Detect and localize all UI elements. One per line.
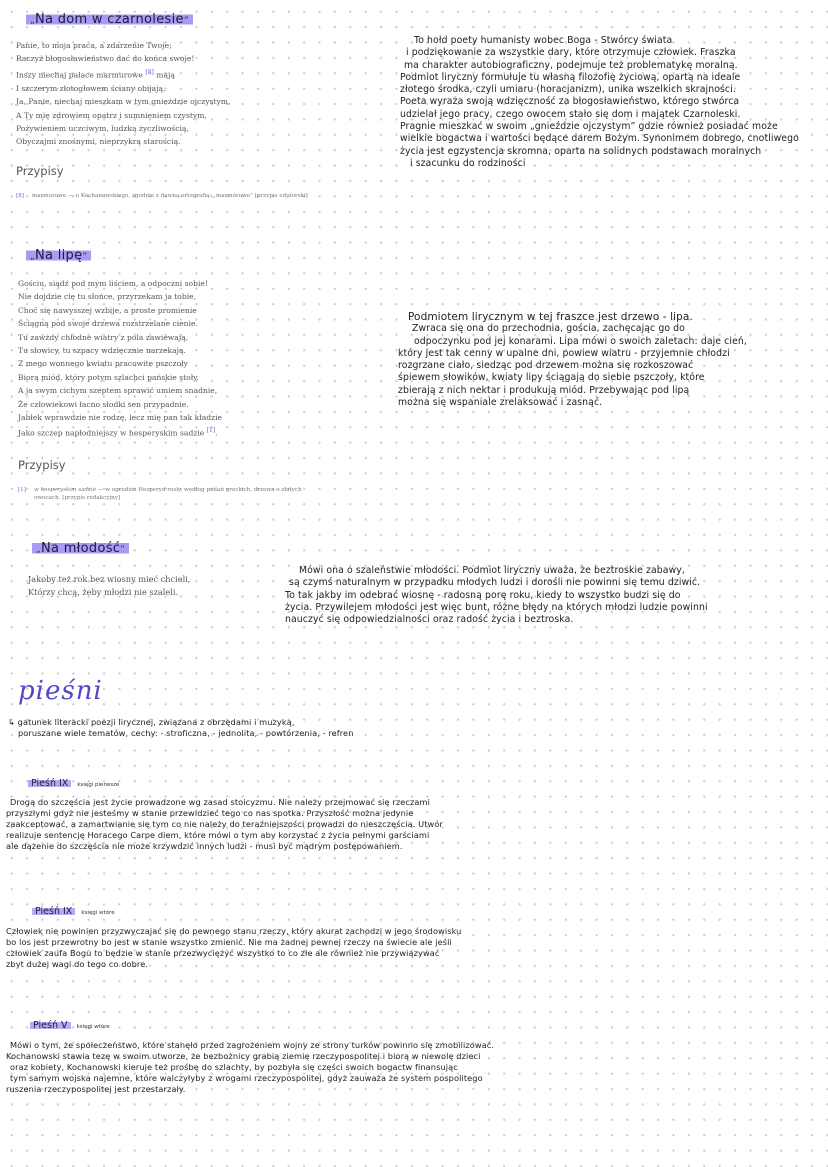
poem-line: Że człowiekowi łacno słodki sen przypadnie.	[18, 399, 189, 409]
note-line: przyszłymi gdyż nie jesteśmy w stanie przewidzieć tego co nas spotka. Przyszłość można jedynie	[6, 808, 414, 818]
poem-line: Tu słowicy, tu szpacy wdzięcznie narzekają.	[18, 346, 186, 356]
note-line: ale dążenie do szczęścia nie może krzywdzić innych ludzi - musi być mądrym postępowaniem.	[6, 841, 403, 851]
notes-lipa	[398, 311, 747, 409]
poem-line-text: Inszy niechaj pałace marmurowe	[16, 70, 143, 80]
poem-line: Nie dojdzie cię tu słońce, przyrzekam ja tobie,	[18, 292, 197, 302]
footnote-number[interactable]: [1]	[18, 487, 26, 493]
piesni-heading: pieśni	[18, 676, 103, 706]
poem-line: A Ty mię zdrowiem opatrz i sumnieniem czystym,	[16, 110, 207, 120]
footnote-row	[16, 192, 308, 200]
title-text: Na dom w czarnolesie	[34, 12, 184, 27]
open-quote: „	[36, 545, 41, 555]
poem-line: Ja, Panie, niechaj mieszkam w tym gnieździe ojczystym,	[16, 97, 231, 107]
poem-line: Tu zawżdy chłodne wiatry z pola zawiewają,	[18, 332, 189, 342]
section-title-mlodosc	[32, 537, 129, 557]
note-line: rozgrzane ciało, siedząc pod drzewem można się rozkoszować	[398, 360, 694, 372]
poem-line: Panie, to moja praca, a zdarzenie Twoje;	[16, 41, 172, 50]
poem-mlodosc	[28, 573, 190, 599]
footnote-text: owocach. [przypis redakcyjny]	[34, 495, 121, 501]
note-line: Kochanowski stawia tezę w swoim utworze, że bezbożnicy grabią ziemię rzeczypospolitej i biorą w niewolę dzieci	[6, 1051, 481, 1061]
przypisy-heading: Przypisy	[18, 458, 66, 472]
piesn-title-ix-2	[32, 899, 115, 918]
footnote-text: — w ogrodzie Hesperyd rosły, według podań greckich, drzewa o złotych	[96, 487, 302, 493]
footnote-link[interactable]: [8]	[145, 68, 154, 76]
przypisy-heading: Przypisy	[16, 164, 64, 178]
note-line: Mówi o tym, że społeczeństwo, które stanęło przed zagrożeniem wojny ze strony turków powinno się zmobilizować.	[10, 1040, 495, 1050]
note-line: Człowiek nie powinien przyzwyczajać się do pewnego stanu rzeczy, który akurat zachodzi w jego środowisku	[6, 926, 462, 936]
notes-piesn-ix-2	[6, 926, 461, 970]
note-line: zaakceptować, a zamartwianie się tym co nie należy do teraźniejszości prowadzi do nieszczęścia. Utwór	[6, 819, 443, 829]
piesn-title: Pieśń IX	[28, 778, 71, 789]
note-line: życia jest egzystencja skromna, oparta na solidnych podstawach moralnych	[400, 145, 762, 157]
note-line: zbierają z nich nektar i produkują miód. Przebywając pod lipą	[398, 384, 690, 396]
poem-line: Biorą miód, który potym szlachci pańskie stoły.	[18, 372, 199, 382]
note-line: ↳ gatunek literacki poezji lirycznej, związana z obrzędami i muzyką,	[8, 717, 295, 727]
note-line: To hołd poety humanisty wobec Boga - Stwórcy świata	[414, 35, 673, 46]
note-line: Poeta wyraża swoją wdzięczność za błogosławieństwo, którego stwórca	[400, 96, 740, 108]
footnote-number[interactable]: [8]	[16, 193, 24, 199]
poem-line: Którzy chcą, żeby młodzi nie szaleli.	[28, 587, 179, 597]
piesn-title: Pieśń V	[30, 1020, 71, 1031]
section-title-lipa	[26, 244, 91, 264]
open-quote: „	[30, 16, 35, 26]
poem-line: Gościu, siądź pod mym liściem, a odpoczni sobie!	[18, 279, 208, 288]
close-quote: ”	[183, 16, 189, 26]
title-text: Na młodość	[40, 541, 121, 556]
poem-line: Choć się nawysszej wzbije, a proste promienie	[18, 305, 197, 315]
note-line: który jest tak cenny w upalne dni, powiew wiatru - przyjemnie chłodzi	[398, 347, 730, 359]
poem-line: Obyczajmi znośnymi, nieprzykrą starością.	[16, 137, 181, 147]
note-line: ma charakter autobiograficzny, podejmuje też problematykę moralną.	[404, 59, 738, 71]
poem-line: A ja swym cichym szeptem sprawić umiem snadnie,	[18, 386, 218, 396]
note-line: złotego środka, czyli umiaru (horacjanizm), unika wszelkich skrajności.	[400, 84, 736, 96]
note-line: i szacunku do rodziności	[410, 157, 526, 169]
note-line: i podziękowanie za wszystkie dary, które otrzymuje człowiek. Fraszka	[406, 47, 736, 59]
note-line: Drogą do szczęścia jest życie prowadzone wg zasad stoicyzmu. Nie należy przejmować się rzeczami	[10, 797, 430, 807]
note-line: odpoczynku pod jej konarami. Lipa mówi o swoich zaletach: daje cień,	[414, 335, 747, 347]
poem-line: Jabłek wprawdzie nie rodzę, lecz mię pan tak kładzie	[18, 413, 223, 423]
title-text: Na lipę	[34, 248, 83, 263]
piesn-book: księgi wtóre	[81, 910, 115, 916]
poem-line-text: Jako szczep napłodniejszy w hesperyskim sadzie	[18, 429, 205, 438]
poem-line: Raczyż błogosławieństwo dać do końca swoje!	[16, 54, 195, 64]
note-line: Podmiotem lirycznym w tej fraszce jest drzewo - lipa.	[408, 311, 693, 323]
note-line: udzielał jego pracy, czego owocem stało się dom i majątek Czarnoleski.	[400, 108, 741, 120]
piesni-definition	[8, 717, 353, 739]
note-line: oraz kobiety, Kochanowski kieruje też prośbę do szlachty, by pozbyła się części swoich bogactw finansując	[10, 1062, 458, 1072]
notes-piesn-ix-1	[6, 797, 443, 852]
notes-czarnolesie	[400, 35, 799, 170]
piesn-book: księgi pierwsze	[77, 782, 120, 788]
close-quote: ”	[82, 252, 88, 262]
poem-lipa	[18, 277, 222, 440]
note-line: można się wspaniale zrelaksować i zasnąć.	[398, 397, 603, 409]
poem-line: Ściągną pod swoje drzewa rozstrzelane cienie.	[18, 319, 198, 329]
footnote-link[interactable]: [1]	[206, 427, 216, 435]
piesn-title: Pieśń IX	[32, 906, 75, 917]
piesn-title-v	[30, 1013, 110, 1032]
poem-czarnolesie	[16, 39, 230, 149]
footnote-text: marmurowe — u Kochanowskiego, zgodnie z dawną ortografią: „marmórowe” [przypis edytorski]	[32, 193, 308, 199]
poem-line: I szczerym złotogłowem ściany obijają,	[16, 83, 166, 93]
note-line: zbyt dużej wagi do tego co dobre.	[6, 959, 149, 969]
piesn-book: księgi wtóre	[76, 1024, 110, 1030]
poem-line-text: .	[215, 429, 218, 438]
poem-line: Pożywieniem uczciwym, ludzką życzliwością,	[16, 123, 189, 133]
note-line: człowiek zaufa Bogu to będzie w stanie przezwyciężyć wszystko to co złe ale również nie przywiązywać	[6, 948, 440, 958]
note-line: realizuje sentencję Horacego Carpe diem, które mówi o tym aby korzystać z życia pełnymi garściami	[6, 830, 430, 840]
note-line: bo los jest przewrotny bo jest w stanie wszystko zmienić. Nie ma żadnej pewnej rzeczy na świecie ale jeśli	[6, 937, 452, 947]
note-line: nauczyć się odpowiedzialności oraz radość życia i beztroska.	[285, 614, 574, 626]
close-quote: ”	[120, 545, 126, 555]
note-line: są czymś naturalnym w przypadku młodych ludzi i dorośli nie powinni się temu dziwić.	[289, 577, 701, 589]
note-line: wielkie bogactwa i wartości będące darem Bożym. Synonimem dobrego, cnotliwego	[400, 133, 799, 145]
note-line: śpiewem słowików, kwiaty lipy ściągają do siebie pszczoły, które	[398, 372, 705, 384]
note-line: tym samym wojska najemne, które walczyłyby z wrogami rzeczypospolitej, gdyż zauważa że system pospolitego	[10, 1073, 483, 1083]
poem-line: Z mego wonnego kwiatu pracowite pszczoły	[18, 359, 188, 369]
note-line: Pragnie mieszkać w swoim „gnieździe ojczystym” gdzie również posiadać może	[400, 121, 778, 133]
notes-mlodosc	[285, 565, 708, 626]
open-quote: „	[30, 252, 35, 262]
note-line: To tak jakby im odebrać wiosnę - radosną porę roku, kiedy to wszystko budzi się do	[285, 589, 681, 601]
note-line: Mówi ona o szaleństwie młodości. Podmiot liryczny uważa, że beztroskie zabawy,	[299, 565, 685, 576]
note-line: Zwraca się ona do przechodnia, gościa, zachęcając go do	[412, 323, 685, 335]
footnote-row	[18, 486, 302, 502]
note-line: Podmiot liryczny formułuje tu własną filozofię życiową, opartą na ideale	[400, 71, 741, 83]
poem-line	[18, 424, 222, 440]
poem-line	[16, 66, 230, 82]
poem-line-text: mają	[153, 70, 175, 80]
section-title-czarnolesie	[26, 8, 193, 28]
notes-piesn-v	[6, 1040, 494, 1095]
note-line: życia. Przywilejem młodości jest więc bunt, różne błędy na których młodzi ludzie powinni	[285, 601, 708, 613]
poem-line: Jakoby też rok bez wiosny mieć chcieli,	[28, 574, 191, 584]
note-line: ruszenia rzeczypospolitej jest przestarzały.	[6, 1084, 186, 1094]
note-line: poruszane wiele tematów, cechy: - stroficzna, - jednolita, - powtórzenia, - refren	[18, 728, 354, 738]
footnote-term: w hesperyskim sadzie	[34, 487, 97, 493]
piesn-title-ix-1	[28, 771, 119, 790]
